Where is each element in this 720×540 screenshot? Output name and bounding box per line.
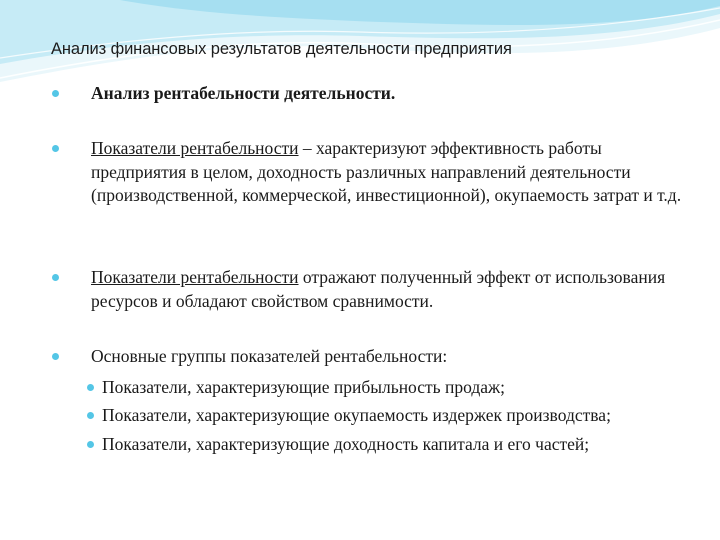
sub-bullet-icon [87, 441, 94, 448]
item-3-rest: отражают полученный эффект от использования ресурсов и обладают свойством сравнимости. [91, 267, 666, 311]
subitem-3: Показатели, характеризующие доходность капитала и его частей; [102, 434, 590, 454]
item-4-text: Основные группы показателей рентабельности: [91, 346, 448, 366]
item-3-text [91, 266, 701, 313]
sub-bullet-icon [87, 384, 94, 391]
slide-title: Анализ финансовых результатов деятельности предприятия [51, 40, 512, 58]
bullet-icon [52, 145, 59, 152]
sub-bullet-icon [87, 412, 94, 419]
bullet-icon [52, 274, 59, 281]
item-3-term: Показатели рентабельности [91, 267, 299, 287]
subitem-2: Показатели, характеризующие окупаемость издержек производства; [102, 405, 611, 425]
item-2-text [91, 137, 701, 208]
bullet-icon [52, 353, 59, 360]
item-1-text: Анализ рентабельности деятельности. [91, 83, 396, 103]
item-2-term: Показатели рентабельности [91, 138, 299, 158]
subitem-1: Показатели, характеризующие прибыльность продаж; [102, 377, 506, 397]
bullet-icon [52, 90, 59, 97]
item-2-rest: – характеризуют эффективность работы предприятия в целом, доходность различных направлений деятельности (производственной, коммерческой, инвестиционной), окупаемость затрат и т.д. [91, 138, 682, 205]
